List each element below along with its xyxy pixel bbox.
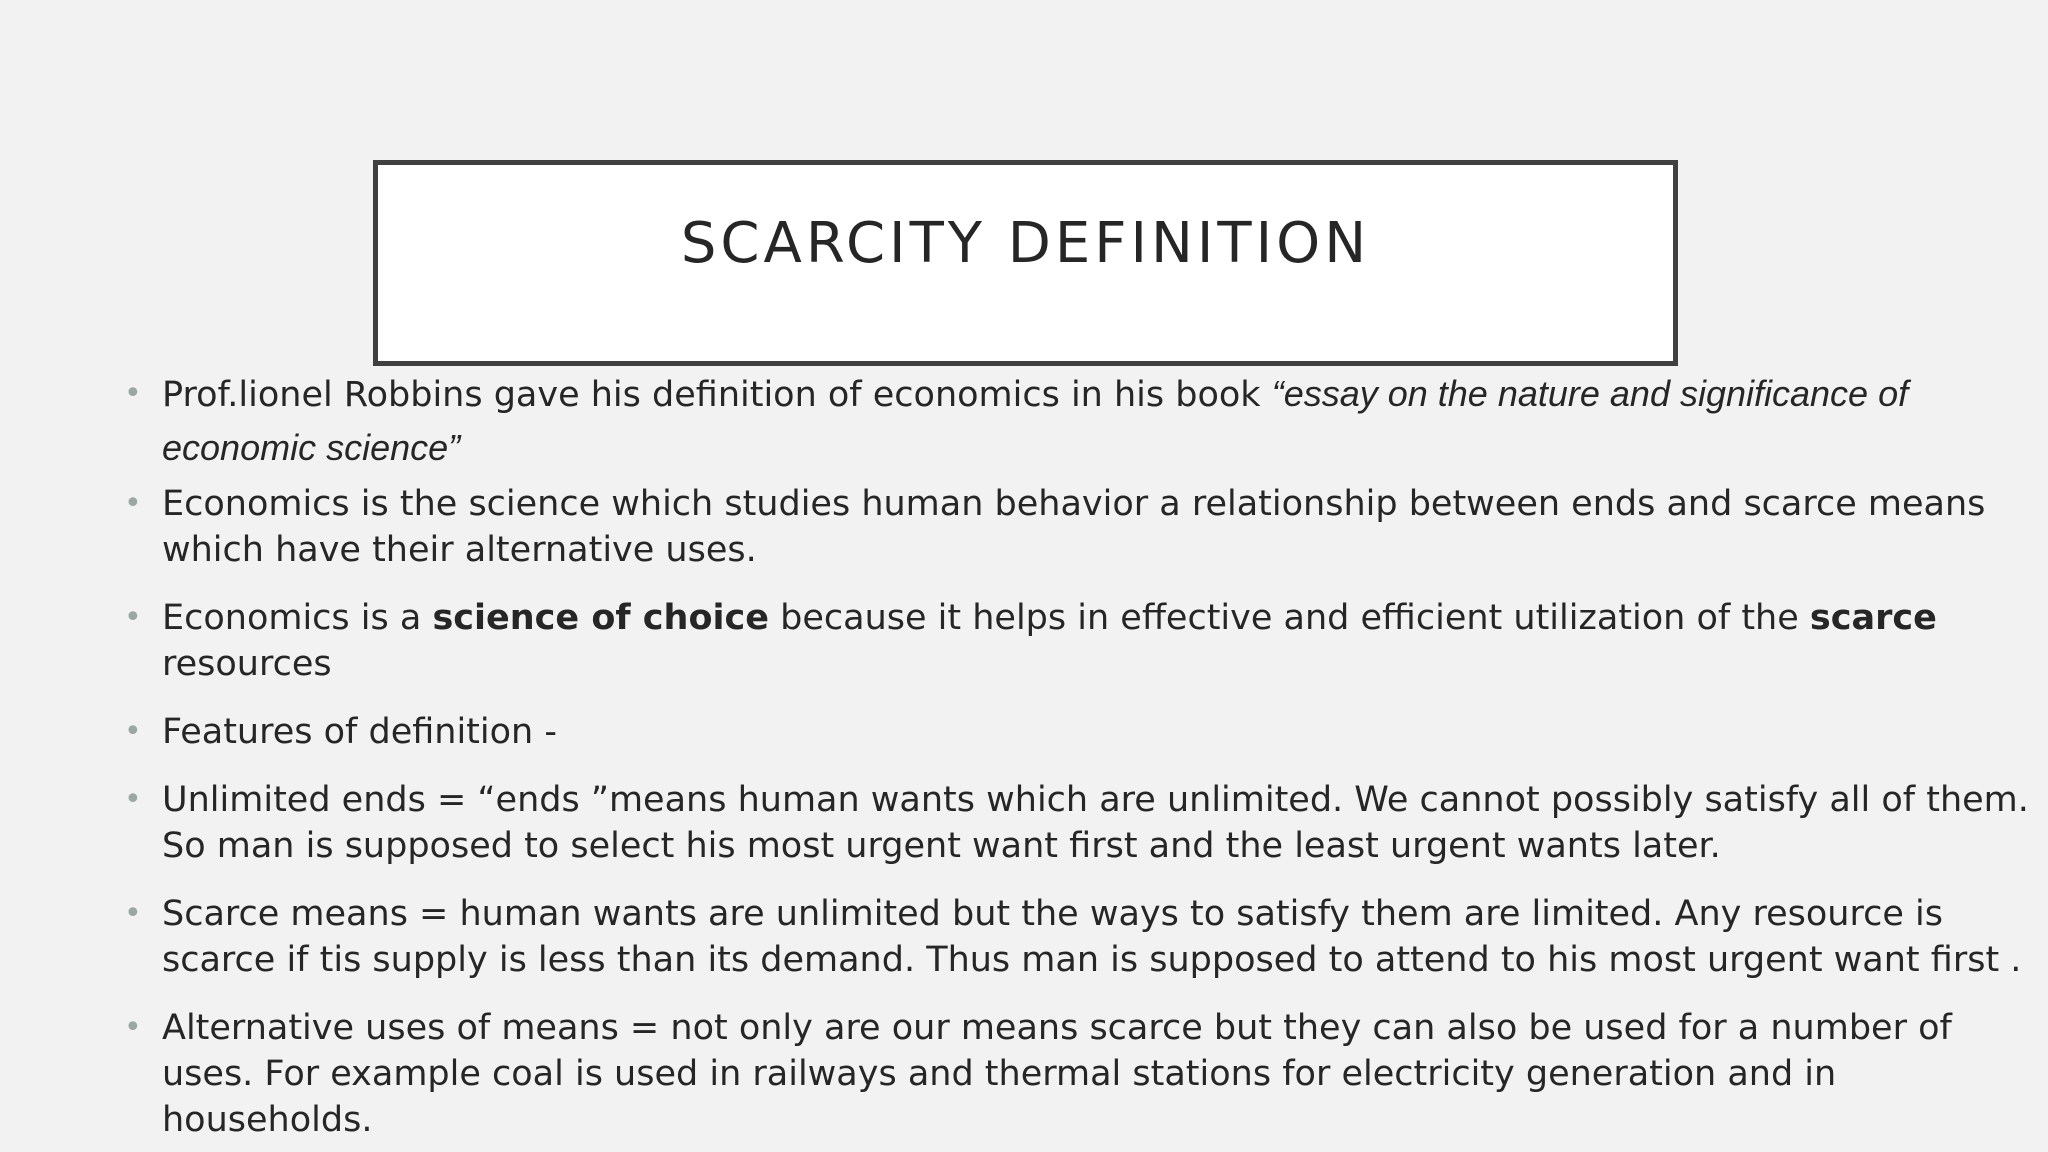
- bullet-text: Scarce means = human wants are unlimited but the ways to satisfy them are limited. Any resource is scarce if tis supply is less than its demand. Thus man is supposed to attend to his most urgent want first .: [162, 894, 2022, 980]
- book-title-italic-continued: economic science”: [162, 427, 461, 468]
- book-title-italic: “essay on the nature and significance of: [1271, 373, 1909, 414]
- bullet-text: Alternative uses of means = not only are our means scarce but they can also be used for a number of uses. For example coal is used in railways and thermal stations for electricity generation and in households.: [162, 1008, 1952, 1140]
- title-box: [373, 160, 1678, 366]
- bullet-marker: •: [124, 1010, 142, 1045]
- bullet-marker: •: [124, 486, 142, 521]
- bullet-text: Features of definition -: [162, 712, 557, 752]
- bullet-item-scarce-means: [120, 891, 2040, 983]
- bullet-item-features: [120, 709, 2040, 755]
- bullet-item-robbins: [120, 371, 2040, 481]
- bullet-marker: •: [124, 714, 142, 749]
- slide-title: SCARCITY DEFINITION: [680, 211, 1371, 276]
- bullet-item-science-of-choice: [120, 595, 2040, 687]
- bullet-text: Unlimited ends = “ends ”means human wants which are unlimited. We cannot possibly satisfy all of them. So man is supposed to select his most urgent want first and the least urgent wants later.: [162, 780, 2029, 866]
- bullet-text: because it helps in effective and efficient utilization of the: [769, 598, 1810, 638]
- bullet-text: resources: [162, 644, 332, 684]
- bullet-item-definition: [120, 481, 2040, 573]
- bullet-text: Economics is the science which studies human behavior a relationship between ends and scarce means which have their alternative uses.: [162, 484, 1986, 570]
- bullet-marker: •: [124, 376, 142, 411]
- bullet-marker: •: [124, 896, 142, 931]
- bullet-text: Economics is a: [162, 598, 433, 638]
- bullet-item-unlimited-ends: [120, 777, 2040, 869]
- bold-word: scarce: [1809, 598, 1937, 638]
- bullet-marker: •: [124, 600, 142, 635]
- bullet-item-alternative-uses: [120, 1005, 2040, 1143]
- bold-phrase: science of choice: [432, 598, 770, 638]
- bullet-list: [120, 371, 2040, 1143]
- bullet-marker: •: [124, 782, 142, 817]
- bullet-text: Prof.lionel Robbins gave his definition of economics in his book: [162, 375, 1272, 415]
